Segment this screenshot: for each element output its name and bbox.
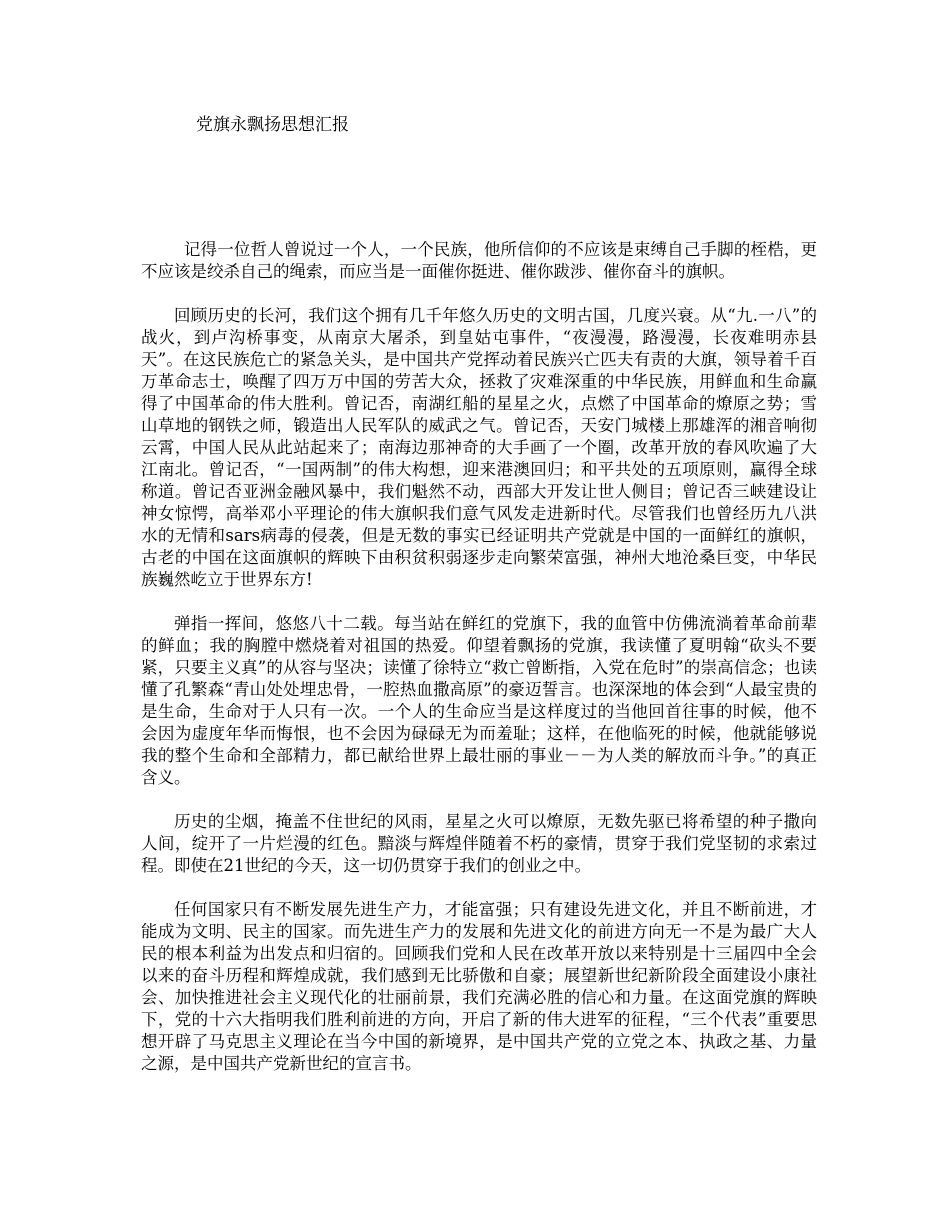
paragraph-2: 回顾历史的长河，我们这个拥有几千年悠久历史的文明古国，几度兴衰。从“九.一八”的战火，到卢沟桥事变，从南京大屠杀，到皇姑屯事件，“夜漫漫，路漫漫，长夜难明赤县天”。在这民族危亡的紧急关头，是中国共产党挥动着民族兴亡匹夫有责的大旗，领导着千百万革命志士，唤醒了四万万中国的劳苦大众，拯救了灾难深重的中华民族，用鲜血和生命赢得了中国革命的伟大胜利。曾记否，南湖红船的星星之火，点燃了中国革命的燎原之势；雪山草地的钢铁之师，锻造出人民军队的威武之气。曾记否，天安门城楼上那雄浑的湘音响彻云霄，中国人民从此站起来了；南海边那神奇的大手画了一个圈，改革开放的春风吹遍了大江南北。曾记否，“一国两制”的伟大构想，迎来港澳回归；和平共处的五项原则，赢得全球称道。曾记否亚洲金融风暴中，我们魁然不动，西部大开发让世人侧目；曾记否三峡建设让神女惊愕，高举邓小平理论的伟大旗帜我们意气风发走进新时代。尽管我们也曾经历九八洪水的无情和sars病毒的侵袭，但是无数的事实已经证明共产党就是中国的一面鲜红的旗帜，古老的中国在这面旗帜的辉映下由积贫积弱逐步走向繁荣富强，神州大地沧桑巨变，中华民族巍然屹立于世界东方! xyxy=(141,306,817,589)
document-body xyxy=(141,239,817,1097)
paragraph-3: 弹指一挥间，悠悠八十二载。每当站在鲜红的党旗下，我的血管中仿佛流淌着革命前辈的鲜血；我的胸膛中燃烧着对祖国的热爱。仰望着飘扬的党旗，我读懂了夏明翰“砍头不要紧，只要主义真”的从容与坚决；读懂了徐特立“救亡曾断指，入党在危时”的崇高信念；也读懂了孔繁森“青山处处埋忠骨，一腔热血撒高原”的豪迈誓言。也深深地的体会到“人最宝贵的是生命，生命对于人只有一次。一个人的生命应当是这样度过的当他回首往事的时候，他不会因为虚度年华而悔恨，也不会因为碌碌无为而羞耻；这样，在他临死的时候，他就能够说我的整个生命和全部精力，都已献给世界上最壮丽的事业－－为人类的解放而斗争。”的真正含义。 xyxy=(141,614,817,787)
paragraph-4: 历史的尘烟，掩盖不住世纪的风雨，星星之火可以燎原，无数先驱已将希望的种子撒向人间，绽开了一片烂漫的红色。黯淡与辉煌伴随着不朽的豪情，贯穿于我们党坚韧的求索过程。即使在21世纪的今天，这一切仍贯穿于我们的创业之中。 xyxy=(141,812,817,875)
document-title: 党旗永飘扬思想汇报 xyxy=(196,115,349,135)
paragraph-1: 记得一位哲人曾说过一个人，一个民族，他所信仰的不应该是束缚自己手脚的桎梏，更不应该是绞杀自己的绳索，而应当是一面催你挺进、催你跋涉、催你奋斗的旗帜。 xyxy=(141,240,817,281)
paragraph-5: 任何国家只有不断发展先进生产力，才能富强；只有建设先进文化，并且不断前进，才能成为文明、民主的国家。而先进生产力的发展和先进文化的前进方向无一不是为最广大人民的根本利益为出发点和归宿的。回顾我们党和人民在改革开放以来特别是十三届四中全会以来的奋斗历程和辉煌成就，我们感到无比骄傲和自豪；展望新世纪新阶段全面建设小康社会、加快推进社会主义现代化的壮丽前景，我们充满必胜的信心和力量。在这面党旗的辉映下，党的十六大指明我们胜利前进的方向，开启了新的伟大进军的征程，“三个代表”重要思想开辟了马克思主义理论在当今中国的新境界，是中国共产党的立党之本、执政之基、力量之源，是中国共产党新世纪的宣言书。 xyxy=(141,900,817,1073)
